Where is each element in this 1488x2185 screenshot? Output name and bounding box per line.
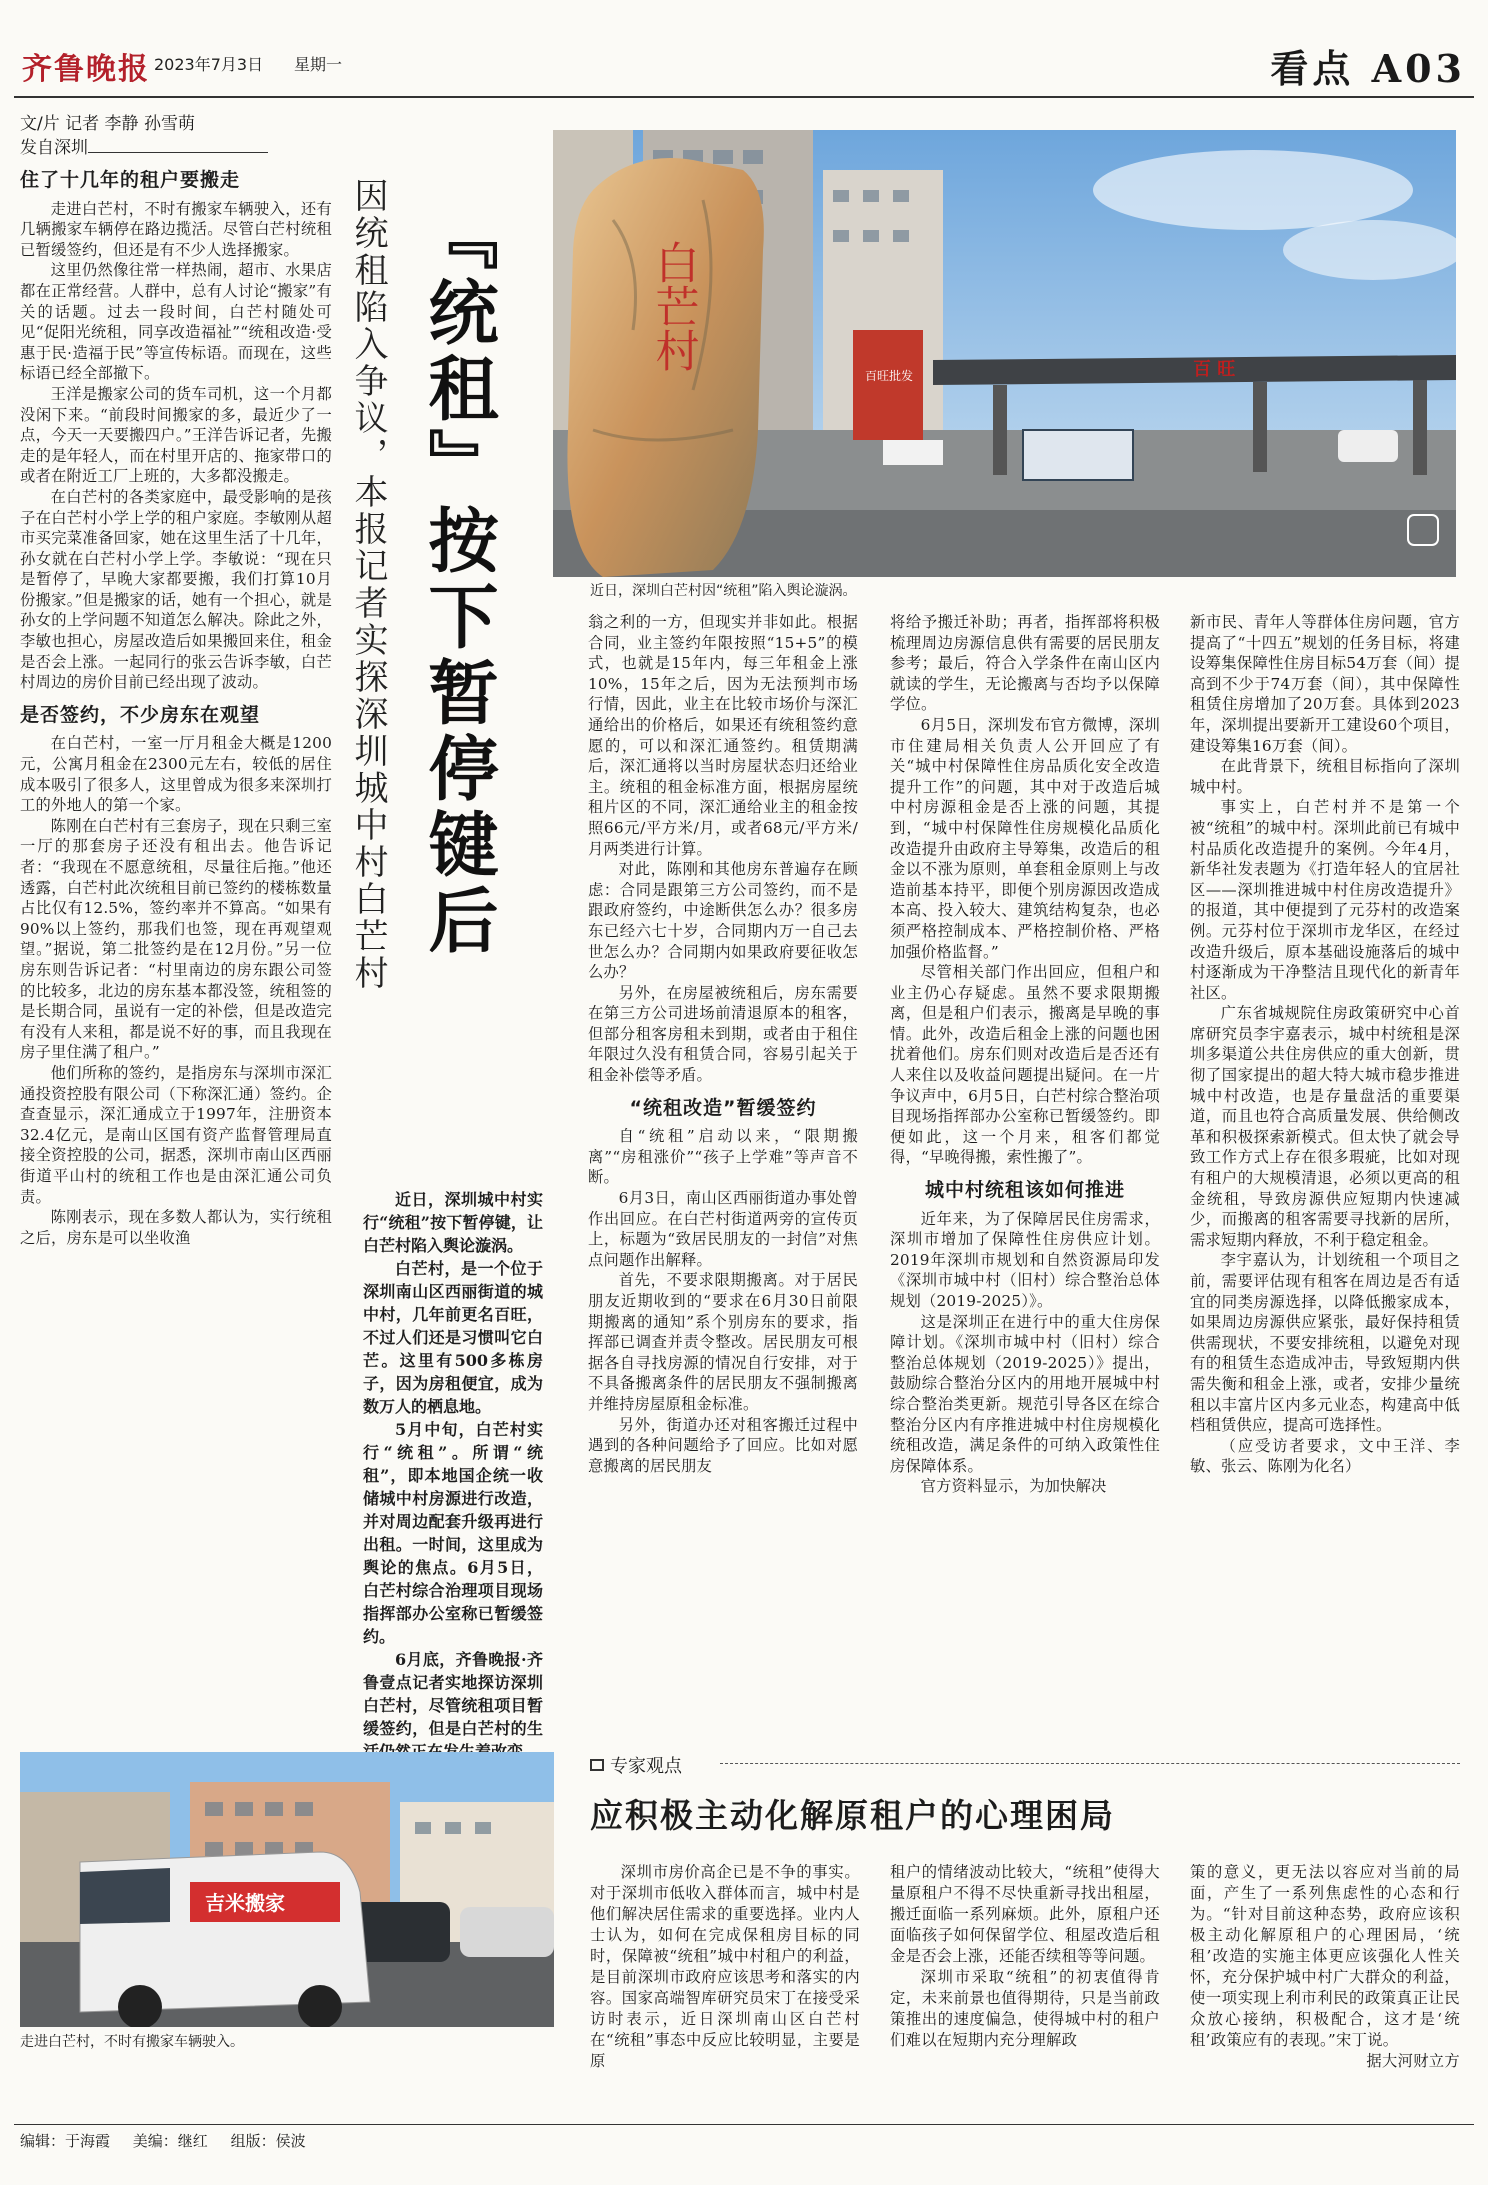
byline-location: 发自深圳 — [20, 136, 290, 160]
byline — [20, 112, 290, 160]
editor-credit: 编辑：于海霞 — [20, 2132, 111, 2150]
stone-inscription: 白芒村 — [647, 240, 699, 372]
paragraph: 另外，街道办还对租客搬迁过程中遇到的各种问题给予了回应。比如对愿意搬离的居民朋友 — [588, 1415, 858, 1475]
lead-summary — [363, 1188, 543, 1763]
paragraph: 自“统租”启动以来，“限期搬离”“房租涨价”“孩子上学难”等声音不断。 — [588, 1127, 858, 1187]
editor-note: （应受访者要求，文中王洋、李敏、张云、陈刚为化名） — [1190, 1436, 1460, 1476]
paragraph: 这里仍然像往常一样热闹，超市、水果店都在正常经营。人群中，总有人讨论“搬家”有关的话题。过去一段时间，白芒村随处可见“促阳光统租，同享改造福祉”“统租改造·受惠于民·造福于民”等宣传标语。而现在，这些标语已经全部撤下。 — [20, 261, 332, 383]
issue-weekday: 星期一 — [294, 55, 343, 74]
top-photo-caption: 近日，深圳白芒村因“统租”陷入舆论漩涡。 — [590, 583, 857, 599]
paragraph: 事实上，白芒村并不是第一个被“统租”的城中村。深圳此前已有城中村品质化改造提升的案例。今年4月，新华社发表题为《打造年轻人的宜居社区——深圳推进城中村住房改造提升》的报道，其中便提到了元芬村的改造案例。元芬村位于深圳市龙华区，在经过改造升级后，原本基础设施落后的城中村逐渐成为干净整洁且现代化的新青年社区。 — [1190, 798, 1460, 1002]
expert-label: 专家观点 — [590, 1752, 682, 1778]
paragraph: 尽管相关部门作出回应，但租户和业主仍心存疑虑。虽然不要求限期搬离，但是租户们表示，搬离是早晚的事情。此外，改造后租金上涨的问题也困扰着他们。房东们则对改造后是否还有人来住以及收益问题提出疑问。在一片争议声中，6月5日，白芒村综合整治项目现场指挥部办公室称已暂缓签约。即便如此，这一个月来，租客们都觉得，“早晚得搬，索性搬了”。 — [890, 963, 1160, 1167]
paragraph: 这是深圳正在进行中的重大住房保障计划。《深圳市城中村（旧村）综合整治总体规划（2019-2025）》提出，鼓励综合整治分区内的用地开展城中村综合整治类更新。规范引导各区在综合整治分区内有序推进城中村住房规模化统租改造，满足条件的可纳入政策性住房保障体系。 — [890, 1312, 1160, 1475]
bottom-photo — [20, 1752, 554, 2027]
article-column-4 — [890, 612, 1160, 1497]
paragraph: 李宇嘉认为，计划统租一个项目之前，需要评估现有租客在周边是否有适宜的同类房源选择，以降低搬家成本，如果周边房源供应紧张，最好保持租赁供需现状，不要安排统租，以避免对现有的租赁生态造成冲击，导致短期内供需失衡和租金上涨，或者，安排少量统租以丰富片区内多元业态，构建高中低档租赁供应，提高可选择性。 — [1190, 1251, 1460, 1435]
paragraph: 在白芒村的各类家庭中，最受影响的是孩子在白芒村小学上学的租户家庭。李敏刚从超市买完菜准备回家，她在这里生活了十几年，孙女就在白芒村小学上学。李敏说：“现在只是暂停了，早晚大家都要搬，我们打算10月份搬家。”但是搬家的话，她有一个担心，就是孙女的上学问题不知道怎么解决。除此之外，李敏也担心，房屋改造后如果搬回来住，租金是否会上涨。一起同行的张云告诉李敏，白芒村周边的房价目前已经出现了波动。 — [20, 487, 332, 692]
paragraph: 将给予搬迁补助；再者，指挥部将积极梳理周边房源信息供有需要的居民朋友参考；最后，符合入学条件在南山区内就读的学生，无论搬离与否均予以保障学位。 — [890, 613, 1160, 714]
subheading-3: “统租改造”暂缓签约 — [629, 1096, 817, 1119]
paragraph: 新市民、青年人等群体住房问题，官方提高了“十四五”规划的任务目标，将建设筹集保障性住房目标54万套（间）提高到不少于74万套（间），其中保障性租赁住房增加了20万套。具体到2023年，深圳提出要新开工建设60个项目，建设筹集16万套（间）。 — [1190, 613, 1460, 755]
sub-headline: 因统租陷入争议，本报记者实探深圳城中村白芒村 — [348, 178, 388, 992]
expert-source: 据大河财立方 — [1366, 2052, 1460, 2070]
paragraph: 翁之利的一方，但现实并非如此。根据合同，业主签约年限按照“15+5”的模式，也就是15年内，每三年租金上涨10%，15年之后，因为无法预判市场行情，因此，业主在比较市场价与深汇通给出的价格后，如果还有统租签约意愿的，可以和深汇通签约。租赁期满后，深汇通将以当时房屋状态归还给业主。统租的租金标准方面，根据房屋统租片区的不同，深汇通给业主的租金按照66元/平方米/月，或者68元/平方米/月两类进行计算。 — [588, 613, 858, 858]
paragraph: 首先，不要求限期搬离。对于居民朋友近期收到的“要求在6月30日前限期搬离的通知”系个别房东的要求，指挥部已调查并责令整改。居民朋友可根据各自寻找房源的情况自行安排，对于不具备搬离条件的居民朋友不强制搬离并维持房屋原租金标准。 — [588, 1271, 858, 1413]
paragraph: 6月5日，深圳发布官方微博，深圳市住建局相关负责人公开回应了有关“城中村保障性住房品质化安全改造提升工作”的问题，其中对于改造后城中村房源租金是否上涨的问题，其提到，“城中村保障性住房规模化品质化改造提升由政府主导筹集，改造后的租金以不涨为原则，单套租金原则上与改造前基本持平，即便个别房源因改造成本高、投入较大、建筑结构复杂，也必须严格控制成本、严格控制价格、严格加强价格监督。” — [890, 715, 1160, 961]
paragraph: 王洋是搬家公司的货车司机，这一个月都没闲下来。“前段时间搬家的多，最近少了一点，今天一天要搬四户。”王洋告诉记者，先搬走的是年轻人，而在村里开店的、拖家带口的或者在附近工厂上班的，大多都没搬走。 — [20, 384, 332, 486]
lead-paragraph: 6月底，齐鲁晚报·齐鲁壹点记者实地探访深圳白芒村，尽管统租项目暂缓签约，但是白芒村的生 — [363, 1650, 543, 1738]
shop-sign-text: 百旺批发 — [865, 369, 914, 383]
village-gate-photo — [553, 130, 1456, 577]
issue-date: 2023年7月3日 — [154, 55, 264, 74]
paragraph: 近年来，为了保障居民住房需求，深圳市增加了保障性住房供应计划。2019年深圳市规划和自然资源局印发《深圳市城中村（旧村）综合整治总体规划（2019-2025）》。 — [890, 1209, 1160, 1310]
expert-title: 应积极主动化解原租户的心理困局 — [590, 1796, 1115, 1835]
paragraph: 陈刚在白芒村有三套房子，现在只剩三室一厅的那套房子还没有租出去。他告诉记者：“我现在不愿意统租，尽量往后拖。”他还透露，白芒村此次统租目前已签约的楼栋数量占比仅有12.5%，签约率并不算高。“如果有90%以上签约，那我们也签，现在再观望观望。”据说，第二批签约是在12月份。”另一位房东则告诉记者：“村里南边的房东跟公司签的比较多，北边的房东基本都没签，统租签的是长期合同，虽说有一定的补偿，但是改造完有没有人来租，都是说不好的事，而且我现在房子里住满了租户。” — [20, 816, 332, 1062]
main-headline: 『统租』按下暂停键后 — [417, 200, 499, 960]
paragraph: 广东省城规院住房政策研究中心首席研究员李宇嘉表示，城中村统租是深圳多渠道公共住房供应的重大创新，贯彻了国家提出的超大特大城市稳步推进城中村改造，也是存量盘活的重要渠道，而且也符合高质量发展、供给侧改革和积极探索新模式。但太快了就会导致工作方式上存在很多瑕疵，比如对现有租户的大规模清退，必须以更高的租金统租，导致房源供应短期内快速减少，而搬离的租客需要寻找新的居所，需求短期内释放，不利于稳定租金。 — [1190, 1004, 1460, 1249]
paragraph: 走进白芒村，不时有搬家车辆驶入，还有几辆搬家车辆停在路边揽活。尽管白芒村统租已暂缓签约，但还是有不少人选择搬家。 — [20, 199, 332, 259]
article-column-1 — [20, 158, 332, 1248]
paragraph: 官方资料显示，为加快解决 — [920, 1477, 1107, 1496]
paragraph: 6月3日，南山区西丽街道办事处曾作出回应。在白芒村街道两旁的宣传页上，标题为“致居民朋友的一封信”对焦点问题作出解释。 — [588, 1189, 858, 1269]
paragraph: 对此，陈刚和其他房东普遍存在顾虑：合同是跟第三方公司签约，而不是跟政府签约，中途断供怎么办？很多房东已经六七十岁，合同期内万一自己去世怎么办？合同期内如果政府要征收怎么办？ — [588, 860, 858, 982]
subheading-1: 住了十几年的租户要搬走 — [20, 169, 241, 191]
expert-column-3 — [1190, 1862, 1460, 2072]
art-credit: 美编：继红 — [132, 2132, 208, 2150]
box-icon — [590, 1759, 604, 1771]
masthead — [14, 38, 1474, 100]
moving-van-photo — [20, 1752, 554, 2027]
paragraph: 租户的情绪波动比较大，“统租”使得大量原租户不得不尽快重新寻找出租屋，搬迁面临一系列麻烦。此外，原租户还面临孩子如何保留学位、租屋改造后租金是否会上涨，还能否续租等等问题。 — [890, 1863, 1160, 1965]
paragraph: 深圳市采取“统租”的初衷值得肯定，未来前景也值得期待，只是当前政策推出的速度偏急，使得城中村的租户们难以在短期内充分理解政 — [890, 1968, 1160, 2049]
paragraph: 在白芒村，一室一厅月租金大概是1200元，公寓月租金在2300元左右，较低的居住成本吸引了很多人，这里曾成为很多来深圳打工的外地人的第一个家。 — [20, 734, 332, 815]
paragraph: 另外，在房屋被统租后，房东需要在第三方公司进场前清退原本的租客，但部分租客房租未到期，或者由于租住年限过久没有租赁合同，容易引起关于租金补偿等矛盾。 — [588, 983, 858, 1085]
newspaper-logo: 齐鲁晚报 — [22, 52, 150, 87]
van-brand-text: 吉米搬家 — [205, 1891, 285, 1915]
top-photo — [553, 130, 1456, 577]
subheading-2: 是否签约，不少房东在观望 — [20, 703, 261, 726]
article-column-3 — [588, 612, 858, 1476]
bottom-rule — [14, 2124, 1474, 2125]
expert-column-1 — [590, 1862, 860, 2072]
top-rule — [14, 96, 1474, 98]
lead-paragraph: 白芒村，是一个位于深圳南山区西丽街道的城中村，几年前更名百旺，不过人们还是习惯叫它白芒。这里有500多栋房子，因为房租便宜，成为数万人的栖息地。 — [363, 1259, 543, 1416]
paragraph: 在此背景下，统租目标指向了深圳城中村。 — [1190, 757, 1460, 796]
footer-credits — [20, 2130, 324, 2151]
article-column-5 — [1190, 612, 1460, 1477]
expert-column-2 — [890, 1862, 1160, 2051]
lead-paragraph: 近日，深圳城中村实行“统租”按下暂停键，让白芒村陷入舆论漩涡。 — [363, 1190, 543, 1255]
gate-sign-text: 百 旺 — [1193, 359, 1236, 380]
subheading-4: 城中村统租该如何推进 — [924, 1179, 1125, 1202]
lead-paragraph: 5月中旬，白芒村实行“统租”。所谓“统租”，即本地国企统一收储城中村房源进行改造，并对周边配套升级再进行出租。一时间，这里成为舆论的焦点。6月5日，白芒村综合治理项目现场指挥部办公室称已暂缓签约。 — [363, 1420, 543, 1646]
paragraph: 深圳市房价高企已是不争的事实。对于深圳市低收入群体而言，城中村是他们解决居住需求的重要选择。业内人士认为，如何在完成保租房目标的同时，保障被“统租”城中村租户的利益，是目前深圳市政府应该思考和落实的内容。国家高端智库研究员宋丁在接受采访时表示，近日深圳南山区白芒村在“统租”事态中反应比较明显，主要是原 — [590, 1863, 860, 2070]
paragraph: 他们所称的签约，是指房东与深圳市深汇通投资控股有限公司（下称深汇通）签约。企查查显示，深汇通成立于1997年，注册资本32.4亿元，是南山区国有资产监督管理局直接全资控股的公司，据悉，深圳市南山区西丽街道平山村的统租工作也是由深汇通公司负责。 — [20, 1063, 332, 1206]
expert-dashed-rule — [720, 1763, 1460, 1764]
paragraph: 策的意义，更无法以容应对当前的局面，产生了一系列焦虑性的心态和行为。“针对目前这种态势，政府应该积极主动化解原租户的心理困局，‘统租’改造的实施主体更应该强化人性关怀，充分保护城中村广大群众的利益，使一项实现上利市利民的政策真正让民众放心接纳，积极配合，这才是‘统租’政策应有的表现。”宋丁说。 — [1190, 1863, 1460, 2049]
section-page-label: 看点 A03 — [1270, 46, 1466, 91]
byline-authors: 文/片 记者 李静 孙雪萌 — [20, 114, 195, 134]
layout-credit: 组版：侯波 — [230, 2132, 306, 2150]
bottom-photo-caption: 走进白芒村，不时有搬家车辆驶入。 — [20, 2034, 244, 2050]
paragraph: 陈刚表示，现在多数人都认为，实行统租之后，房东是可以坐收渔 — [20, 1208, 332, 1247]
